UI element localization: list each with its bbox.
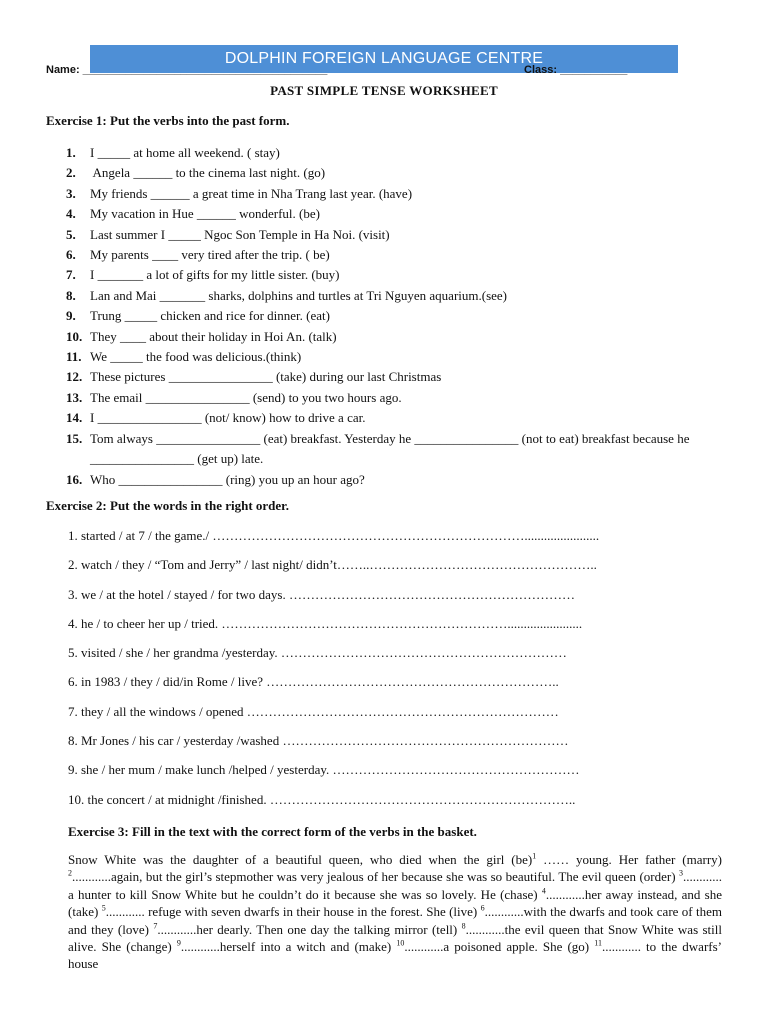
- list-item: [66, 245, 726, 265]
- text-segment: ............ a hunter to kill Snow White but he couldn’t do it because she was so lovely. He (chase): [68, 869, 722, 902]
- exercise2-heading: Exercise 2: Put the words in the right order.: [46, 498, 290, 513]
- text-segment: ............her away instead, and she (take): [68, 886, 722, 920]
- item-number: 11.: [66, 349, 82, 365]
- item-number: 9.: [66, 308, 76, 324]
- text-segment: Snow White was the daughter of a beautiful queen, who died when the girl (be): [68, 852, 533, 867]
- footnote-number: 5: [101, 903, 106, 913]
- text-segment: ............again, but the girl’s stepmother was very jealous of her because she was so beautiful. The evil queen (order): [72, 869, 679, 885]
- item-number: 15.: [66, 430, 83, 446]
- footnote-number: 10: [396, 938, 405, 948]
- class-field[interactable]: Class: ___________: [524, 64, 628, 76]
- item-number: 8.: [66, 287, 76, 303]
- footnote-number: 6: [480, 903, 485, 913]
- item-number: 4.: [66, 206, 76, 222]
- item-text: They ____ about their holiday in Hoi An. (talk): [90, 328, 337, 344]
- item-text: I _______ a lot of gifts for my little sister. (buy): [90, 267, 340, 283]
- footnote-number: 9: [176, 938, 181, 948]
- list-item: 1. started / at 7 / the game./ ……………………………………………………………….......................: [68, 528, 600, 543]
- list-item: [66, 163, 726, 183]
- list-item: [66, 265, 726, 285]
- item-text: Tom always ________________ (eat) breakfast. Yesterday he ________________ (not to eat) breakfast because he ________________ (get up) late.: [90, 430, 690, 467]
- footnote-number: 2: [68, 869, 72, 879]
- exercise1-heading: Exercise 1: Put the verbs into the past form.: [46, 113, 290, 128]
- item-number: 2.: [66, 165, 76, 181]
- footnote-number: 7: [153, 921, 158, 931]
- list-item: 2. watch / they / “Tom and Jerry” / last night/ didn’t……..……………………………………………..: [68, 557, 597, 573]
- item-number: 6.: [66, 247, 76, 263]
- text-segment: ............with the dwarfs and took care of them and they (love): [68, 904, 722, 937]
- list-item: 6. in 1983 / they / did/in Rome / live? …………………………………………………………..: [68, 674, 559, 690]
- footnote-number: 4: [541, 886, 546, 896]
- item-number: 12.: [66, 369, 83, 385]
- list-item: [66, 429, 726, 470]
- exercise3-heading: Exercise 3: Fill in the text with the correct form of the verbs in the basket.: [68, 824, 477, 839]
- item-text: My vacation in Hue ______ wonderful. (be): [90, 206, 320, 222]
- list-item: [66, 367, 726, 387]
- list-item: [66, 327, 726, 347]
- item-text: The email ________________ (send) to you two hours ago.: [90, 389, 402, 405]
- list-item: [66, 184, 726, 204]
- item-text: My friends ______ a great time in Nha Trang last year. (have): [90, 185, 413, 201]
- list-item: 7. they / all the windows / opened ………………………………………………………………: [68, 703, 559, 719]
- exercise1-list: [66, 143, 726, 490]
- item-text: Last summer I _____ Ngoc Son Temple in Ha Noi. (visit): [90, 226, 390, 242]
- text-segment: ............her dearly. Then one day the talking mirror (tell): [157, 921, 462, 937]
- list-item: 8. Mr Jones / his car / yesterday /washed …………………………………………………………: [68, 733, 569, 749]
- item-text: We _____ the food was delicious.(think): [90, 349, 302, 365]
- list-item: [66, 286, 726, 306]
- text-segment: …… young. Her father (marry): [536, 852, 722, 867]
- item-text: Who ________________ (ring) you up an hour ago?: [90, 471, 365, 487]
- item-text: My parents ____ very tired after the trip. ( be): [90, 247, 330, 263]
- item-text: I ________________ (not/ know) how to drive a car.: [90, 410, 366, 426]
- item-number: 1.: [66, 145, 76, 160]
- list-item: [66, 408, 726, 428]
- list-item: 10. the concert / at midnight /finished. ……………………………………………………………..: [68, 791, 576, 807]
- item-number: 10.: [66, 328, 83, 344]
- footnote-number: 3: [679, 869, 683, 879]
- footnote-number: 8: [461, 921, 466, 931]
- exercise3-paragraph: [68, 851, 722, 973]
- footnote-number: 1: [532, 851, 537, 861]
- list-item: 9. she / her mum / make lunch /helped / yesterday. …………………………………………………: [68, 762, 580, 778]
- text-segment: ............ refuge with seven dwarfs in their house in the forest. She (live): [105, 904, 481, 920]
- list-item: [66, 225, 726, 245]
- worksheet-title: PAST SIMPLE TENSE WORKSHEET: [270, 83, 498, 98]
- item-text: Angela ______ to the cinema last night. (go): [90, 165, 326, 181]
- list-item: 4. he / to cheer her up / tried. ………………………………………………………….......................: [68, 615, 583, 631]
- list-item: [66, 306, 726, 326]
- text-segment: ............ to the dwarfs’ house: [68, 939, 722, 972]
- item-number: 7.: [66, 267, 76, 283]
- item-text: Lan and Mai _______ sharks, dolphins and turtles at Tri Nguyen aquarium.(see): [90, 287, 508, 303]
- list-item: 5. visited / she / her grandma /yesterday. …………………………………………………………: [68, 645, 567, 661]
- list-item: [66, 470, 726, 490]
- centre-banner: DOLPHIN FOREIGN LANGUAGE CENTRE: [90, 45, 678, 73]
- text-segment: ............the evil queen that Snow White was still alive. She (change): [68, 921, 723, 955]
- list-item: [66, 388, 726, 408]
- item-number: 13.: [66, 389, 83, 405]
- item-number: 16.: [66, 471, 83, 487]
- item-number: 3.: [66, 185, 76, 201]
- item-text: These pictures ________________ (take) during our last Christmas: [90, 369, 442, 385]
- list-item: [66, 143, 726, 163]
- list-item: 3. we / at the hotel / stayed / for two days. …………………………………………………………: [68, 586, 575, 602]
- item-text: Trung _____ chicken and rice for dinner. (eat): [90, 308, 330, 324]
- name-field[interactable]: Name: ________________________________________: [46, 64, 328, 76]
- text-segment: ............herself into a witch and (make): [180, 939, 397, 955]
- exercise2-list: [68, 527, 708, 820]
- list-item: [66, 347, 726, 367]
- text-segment: ............a poisoned apple. She (go): [404, 939, 595, 955]
- item-number: 5.: [66, 226, 76, 242]
- item-text: I _____ at home all weekend. ( stay): [90, 145, 280, 160]
- footnote-number: 11: [594, 938, 602, 948]
- list-item: [66, 204, 726, 224]
- item-number: 14.: [66, 410, 83, 426]
